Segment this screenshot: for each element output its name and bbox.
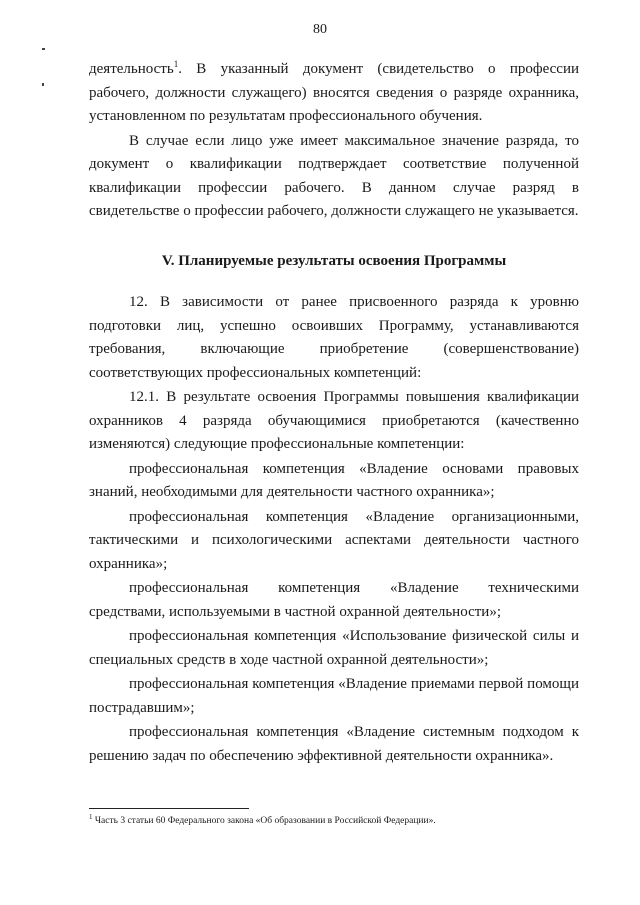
competence-item: профессиональная компетенция «Владение техническими средствами, используемыми в частной охранной деятельности»; (89, 580, 579, 620)
paragraph-max-rank: В случае если лицо уже имеет максимальное значение разряда, то документ о квалификации подтверждает соответствие полученной квалификации профессии рабочего. В данном случае разряд в свидетельстве о профессии рабочего, должности служащего не указывается. (89, 132, 579, 219)
scan-artifact (42, 83, 44, 86)
competence-item: профессиональная компетенция «Владение основами правовых знаний, необходимыми для деятельности частного охранника»; (89, 460, 579, 500)
competence-item: профессиональная компетенция «Владение приемами первой помощи пострадавшим»; (89, 676, 579, 716)
footnote-ref: 1 (173, 59, 179, 69)
page-body (89, 58, 579, 768)
paragraph-text: . В указанный документ (свидетельство о профессии рабочего, должности служащего) вносятся сведения о разряде охранника, установленном по результатам профессионального обучения. (89, 61, 579, 124)
footnote-text: Часть 3 статьи 60 Федерального закона «Об образовании в Российской Федерации». (94, 816, 436, 826)
competence-item: профессиональная компетенция «Использование физической силы и специальных средств в ходе частной охранной деятельности»; (89, 628, 579, 668)
scan-artifact (42, 48, 45, 50)
page-number: 80 (313, 22, 327, 37)
section-heading: V. Планируемые результаты освоения Программы (161, 252, 507, 269)
paragraph-text: деятельность (89, 61, 174, 77)
paragraph-12-1: 12.1. В результате освоения Программы повышения квалификации охранников 4 разряда обучающимися приобретаются (качественно изменяются) следующие профессиональные компетенции: (89, 389, 579, 452)
footnote-divider (89, 808, 249, 809)
footnote (89, 812, 579, 827)
footnote-marker: 1 (89, 812, 93, 821)
competence-item: профессиональная компетенция «Владение организационными, тактическими и психологическими аспектами деятельности частного охранника»; (89, 508, 579, 572)
paragraph-12: 12. В зависимости от ранее присвоенного разряда к уровню подготовки лиц, успешно освоивших Программу, устанавливаются требования, включающие приобретение (совершенствование) соответствующих профессиональных компетенций: (89, 294, 579, 381)
competence-item: профессиональная компетенция «Владение системным подходом к решению задач по обеспечению эффективной деятельности охранника». (89, 724, 579, 764)
paragraph-intro (89, 58, 579, 129)
